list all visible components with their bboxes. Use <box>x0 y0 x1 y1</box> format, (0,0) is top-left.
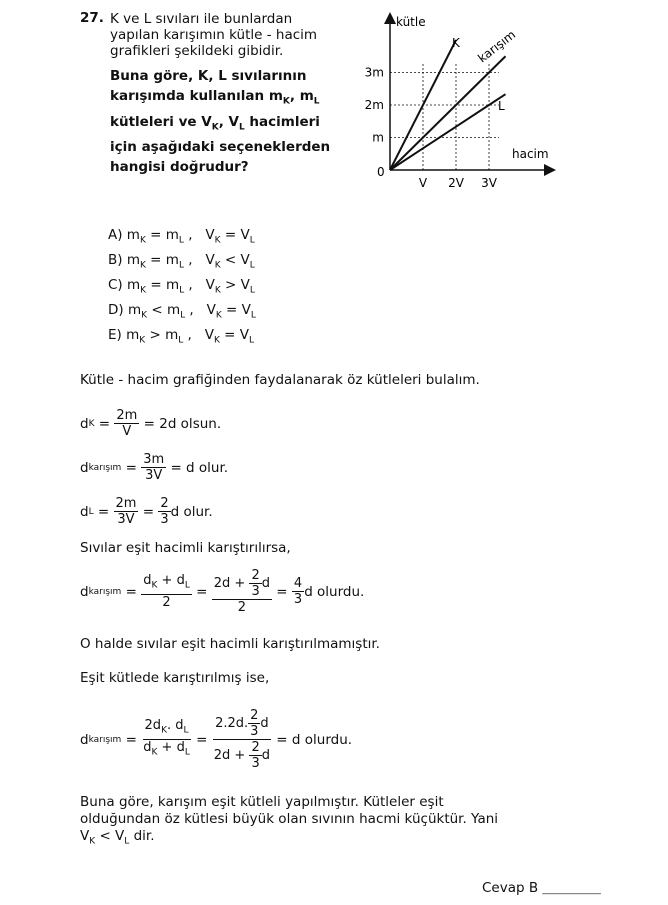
question-number: 27. <box>80 10 104 26</box>
intro-line: yapılan karışımın kütle - hacim <box>110 27 318 43</box>
x-tick-label: V <box>418 176 428 190</box>
y-tick-label: 3m <box>364 65 384 80</box>
conclusion-line: olduğundan öz kütlesi büyük olan sıvının hacmi küçüktür. Yani <box>80 811 499 827</box>
mass-volume-chart <box>360 10 560 190</box>
series-label-karisim: karışım <box>475 27 519 66</box>
answer <box>482 880 601 896</box>
x-tick-label: 2V <box>448 176 464 190</box>
stem-line: kütleleri ve $V_K$, $V_L$ hacimleri <box>110 113 320 133</box>
equation-dkarisim: d karışım = $\frac{3m}{3V}$ = d olur. <box>80 452 229 483</box>
stem-line: için aşağıdaki seçeneklerden <box>110 139 331 156</box>
intro-line: grafikleri şekildeki gibidir. <box>110 43 284 59</box>
question-intro <box>110 11 317 59</box>
conclusion-line: $V_K < V_L$ dir. <box>80 828 155 847</box>
y-tick-label: m <box>372 130 384 145</box>
y-tick-label: 2m <box>364 98 384 112</box>
equal-mass-text: Eşit kütlede karıştırılmış ise, <box>80 670 270 686</box>
series-label-l: L <box>498 99 505 113</box>
stem-line: hangisi doğrudur? <box>110 159 249 176</box>
intro-line: K ve L sıvıları ile bunlardan <box>110 11 293 27</box>
equation-equal-mass: d karışım = $\frac{2d_K. d_L}{d_K + d_L}$ = 2.2d. $\frac{2}{3}$ d 2d + $\frac{2}{3}$ d = d olurdu. <box>80 708 353 771</box>
option-b[interactable]: B) $m_K = m_L$ , $V_K < V_L$ <box>108 252 255 271</box>
stem-line: Buna göre, K, L sıvılarının <box>110 68 307 84</box>
equation-dl: d L = $\frac{2m}{3V}$ = $\frac{2}{3}$ d olur. <box>80 496 213 527</box>
stem-line: karışımda kullanılan $m_K$, $m_L$ <box>110 88 320 107</box>
origin-label: 0 <box>377 165 385 179</box>
equation-dk: d K = $\frac{2m}{V}$ = 2d olsun. <box>80 408 222 439</box>
answer-label: Cevap B <box>482 880 539 896</box>
x-axis-label: hacim <box>512 147 549 161</box>
question-stem <box>110 66 330 177</box>
y-axis-label: kütle <box>396 15 426 29</box>
option-c[interactable]: C) $m_K = m_L$ , $V_K > V_L$ <box>108 277 255 296</box>
equal-volume-text: Sıvılar eşit hacimli karıştırılırsa, <box>80 540 291 556</box>
series-line-karışım <box>390 56 506 170</box>
series-label-k: K <box>452 36 460 50</box>
answer-line: _____________ <box>542 885 601 895</box>
option-e[interactable]: E) $m_K > m_L$ , $V_K = V_L$ <box>108 327 255 346</box>
option-d[interactable]: D) $m_K < m_L$ , $V_K = V_L$ <box>108 302 256 321</box>
equation-equal-volume: d karışım = $\frac{d_K + d_L}{2}$ = 2d + $\frac{2}{3}$ d 2 = $\frac{4}{3}$ d olurdu. <box>80 568 365 615</box>
conclusion <box>80 794 498 851</box>
not-equal-volume-text: O halde sıvılar eşit hacimli karıştırılmamıştır. <box>80 636 380 652</box>
solution-intro: Kütle - hacim grafiğinden faydalanarak öz kütleleri bulalım. <box>80 372 480 388</box>
x-tick-label: 3V <box>481 176 497 190</box>
series-line-L <box>390 94 506 170</box>
option-a[interactable]: A) $m_K = m_L$ , $V_K = V_L$ <box>108 227 255 246</box>
conclusion-line: Buna göre, karışım eşit kütleli yapılmıştır. Kütleler eşit <box>80 794 444 810</box>
